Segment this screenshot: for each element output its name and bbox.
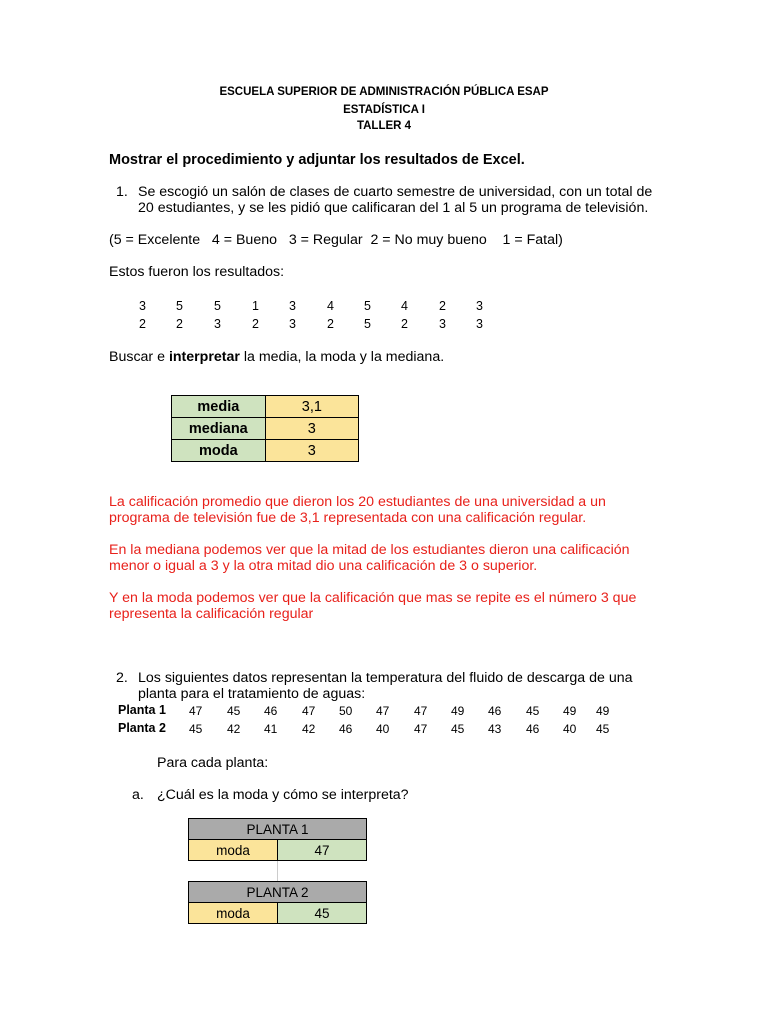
result-value: 3 <box>289 317 296 331</box>
answer-media-line1: La calificación promedio que dieron los 20 estudiantes de una universidad a un <box>109 494 606 510</box>
plant-1-title: PLANTA 1 <box>189 819 367 840</box>
plant-2-mode-table <box>188 881 367 924</box>
plant-value: 49 <box>563 704 577 718</box>
result-value: 3 <box>289 299 296 313</box>
result-value: 5 <box>214 299 221 313</box>
q1-text-line2: 20 estudiantes, y se les pidió que calificaran del 1 al 5 un programa de televisión. <box>138 200 649 216</box>
mode-value: 47 <box>278 840 367 861</box>
plant-2-title: PLANTA 2 <box>189 882 367 903</box>
mode-label: moda <box>189 903 278 924</box>
plant-1-mode-table <box>188 818 367 861</box>
result-value: 3 <box>139 299 146 313</box>
plant-value: 45 <box>596 722 610 736</box>
plant-value: 43 <box>488 722 502 736</box>
plant-value: 49 <box>596 704 610 718</box>
result-value: 2 <box>439 299 446 313</box>
results-label: Estos fueron los resultados: <box>109 264 285 280</box>
instructions: Mostrar el procedimiento y adjuntar los resultados de Excel. <box>109 152 525 168</box>
stat-value: 3 <box>265 418 358 440</box>
plant-value: 45 <box>526 704 540 718</box>
workshop-title: TALLER 4 <box>356 120 412 132</box>
result-value: 2 <box>176 317 183 331</box>
find-emphasis: interpretar <box>168 349 240 365</box>
result-value: 5 <box>176 299 183 313</box>
plant-value: 42 <box>302 722 316 736</box>
plant-value: 42 <box>227 722 241 736</box>
stats-row-moda <box>172 440 359 462</box>
answer-moda-line2: representa la calificación regular <box>109 606 314 622</box>
plant-value: 47 <box>302 704 316 718</box>
result-value: 3 <box>214 317 221 331</box>
q2-text-line2: planta para el tratamiento de aguas: <box>138 686 366 702</box>
plant-value: 45 <box>451 722 465 736</box>
q1-number: 1. <box>116 184 128 200</box>
stat-value: 3,1 <box>265 396 358 418</box>
find-prefix: Buscar e <box>109 349 169 365</box>
stat-label: moda <box>172 440 266 462</box>
plant-value: 45 <box>227 704 241 718</box>
plant-value: 46 <box>526 722 540 736</box>
answer-mediana-line2: menor o igual a 3 y la otra mitad dio una calificación de 3 o superior. <box>109 558 538 574</box>
q2-text-line1: Los siguientes datos representan la temperatura del fluido de descarga de una <box>138 670 633 686</box>
plant-value: 46 <box>264 704 278 718</box>
sub-a-question: ¿Cuál es la moda y cómo se interpreta? <box>157 787 409 803</box>
result-value: 3 <box>476 317 483 331</box>
plant-value: 47 <box>189 704 203 718</box>
find-instruction <box>109 349 444 365</box>
q2-number: 2. <box>116 670 128 686</box>
result-value: 3 <box>439 317 446 331</box>
course-title: ESTADÍSTICA I <box>343 104 425 116</box>
result-value: 2 <box>401 317 408 331</box>
answer-mediana-line1: En la mediana podemos ver que la mitad de los estudiantes dieron una calificación <box>109 542 630 558</box>
result-value: 2 <box>252 317 259 331</box>
result-value: 3 <box>476 299 483 313</box>
stats-table <box>171 395 359 462</box>
result-value: 1 <box>252 299 259 313</box>
result-value: 2 <box>139 317 146 331</box>
plant-value: 47 <box>376 704 390 718</box>
plant-value: 50 <box>339 704 353 718</box>
school-title: ESCUELA SUPERIOR DE ADMINISTRACIÓN PÚBLICA ESAP <box>219 86 549 98</box>
for-each-plant: Para cada planta: <box>157 755 269 771</box>
stats-row-media <box>172 396 359 418</box>
plant-value: 47 <box>414 704 428 718</box>
answer-moda-line1: Y en la moda podemos ver que la calificación que mas se repite es el número 3 que <box>109 590 637 606</box>
result-value: 5 <box>364 317 371 331</box>
plant-value: 49 <box>451 704 465 718</box>
plant-value: 46 <box>339 722 353 736</box>
answer-media-line2: programa de televisión fue de 3,1 representada con una calificación regular. <box>109 510 587 526</box>
plant-value: 40 <box>376 722 390 736</box>
plant-value: 46 <box>488 704 502 718</box>
sub-a-letter: a. <box>132 787 144 803</box>
mode-label: moda <box>189 840 278 861</box>
stat-label: mediana <box>172 418 266 440</box>
plant-value: 45 <box>189 722 203 736</box>
result-value: 2 <box>327 317 334 331</box>
plant-value: 41 <box>264 722 278 736</box>
plant-value: 47 <box>414 722 428 736</box>
result-value: 5 <box>364 299 371 313</box>
stats-row-mediana <box>172 418 359 440</box>
mode-value: 45 <box>278 903 367 924</box>
stat-value: 3 <box>265 440 358 462</box>
rating-scale: (5 = Excelente 4 = Bueno 3 = Regular 2 = No muy bueno 1 = Fatal) <box>109 232 563 248</box>
result-value: 4 <box>401 299 408 313</box>
plant-name: Planta 2 <box>118 721 166 735</box>
result-value: 4 <box>327 299 334 313</box>
plant-name: Planta 1 <box>118 703 166 717</box>
stat-label: media <box>172 396 266 418</box>
plant-value: 40 <box>563 722 577 736</box>
table-separator <box>277 861 278 881</box>
q1-text-line1: Se escogió un salón de clases de cuarto semestre de universidad, con un total de <box>138 184 653 200</box>
find-suffix: la media, la moda y la mediana. <box>239 349 445 365</box>
